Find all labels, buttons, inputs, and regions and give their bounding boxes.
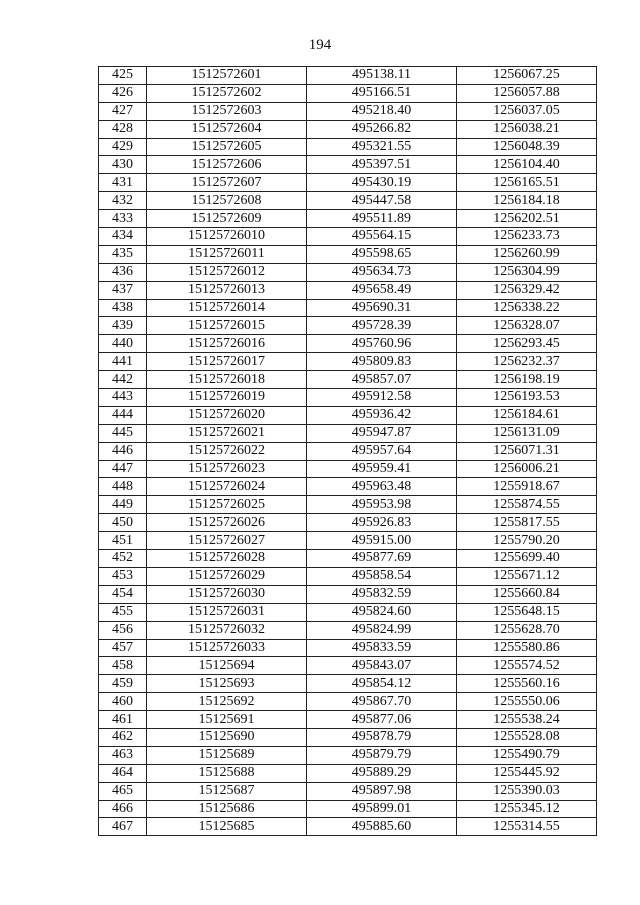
point-id-cell: 15125726030 xyxy=(147,585,307,603)
point-id-cell: 15125726011 xyxy=(147,245,307,263)
y-coordinate-cell: 1255660.84 xyxy=(457,585,597,603)
y-coordinate-cell: 1256202.51 xyxy=(457,210,597,228)
x-coordinate-cell: 495854.12 xyxy=(307,675,457,693)
y-coordinate-cell: 1256232.37 xyxy=(457,353,597,371)
row-index-cell: 465 xyxy=(99,782,147,800)
point-id-cell: 15125726019 xyxy=(147,389,307,407)
y-coordinate-cell: 1256338.22 xyxy=(457,299,597,317)
x-coordinate-cell: 495926.83 xyxy=(307,514,457,532)
table-row xyxy=(99,228,597,246)
table-row xyxy=(99,603,597,621)
y-coordinate-cell: 1255699.40 xyxy=(457,550,597,568)
row-index-cell: 447 xyxy=(99,460,147,478)
table-body xyxy=(99,67,597,836)
y-coordinate-cell: 1255817.55 xyxy=(457,514,597,532)
row-index-cell: 456 xyxy=(99,621,147,639)
table-row xyxy=(99,371,597,389)
y-coordinate-cell: 1255574.52 xyxy=(457,657,597,675)
point-id-cell: 15125726014 xyxy=(147,299,307,317)
table-row xyxy=(99,782,597,800)
y-coordinate-cell: 1255528.08 xyxy=(457,728,597,746)
y-coordinate-cell: 1255580.86 xyxy=(457,639,597,657)
y-coordinate-cell: 1256038.21 xyxy=(457,120,597,138)
x-coordinate-cell: 495947.87 xyxy=(307,424,457,442)
point-id-cell: 15125726028 xyxy=(147,550,307,568)
x-coordinate-cell: 495690.31 xyxy=(307,299,457,317)
x-coordinate-cell: 495843.07 xyxy=(307,657,457,675)
point-id-cell: 1512572603 xyxy=(147,102,307,120)
y-coordinate-cell: 1255918.67 xyxy=(457,478,597,496)
y-coordinate-cell: 1255790.20 xyxy=(457,532,597,550)
y-coordinate-cell: 1255628.70 xyxy=(457,621,597,639)
table-row xyxy=(99,514,597,532)
x-coordinate-cell: 495447.58 xyxy=(307,192,457,210)
point-id-cell: 1512572606 xyxy=(147,156,307,174)
row-index-cell: 438 xyxy=(99,299,147,317)
y-coordinate-cell: 1255538.24 xyxy=(457,711,597,729)
x-coordinate-cell: 495760.96 xyxy=(307,335,457,353)
table-row xyxy=(99,711,597,729)
row-index-cell: 437 xyxy=(99,281,147,299)
point-id-cell: 15125686 xyxy=(147,800,307,818)
row-index-cell: 455 xyxy=(99,603,147,621)
x-coordinate-cell: 495564.15 xyxy=(307,228,457,246)
row-index-cell: 463 xyxy=(99,746,147,764)
point-id-cell: 15125726031 xyxy=(147,603,307,621)
point-id-cell: 15125726015 xyxy=(147,317,307,335)
row-index-cell: 466 xyxy=(99,800,147,818)
point-id-cell: 15125692 xyxy=(147,693,307,711)
point-id-cell: 15125690 xyxy=(147,728,307,746)
table-row xyxy=(99,317,597,335)
x-coordinate-cell: 495430.19 xyxy=(307,174,457,192)
x-coordinate-cell: 495857.07 xyxy=(307,371,457,389)
y-coordinate-cell: 1256293.45 xyxy=(457,335,597,353)
x-coordinate-cell: 495877.06 xyxy=(307,711,457,729)
y-coordinate-cell: 1256071.31 xyxy=(457,442,597,460)
row-index-cell: 431 xyxy=(99,174,147,192)
table-row xyxy=(99,693,597,711)
y-coordinate-cell: 1256057.88 xyxy=(457,84,597,102)
page-number: 194 xyxy=(308,37,332,53)
point-id-cell: 15125726020 xyxy=(147,406,307,424)
y-coordinate-cell: 1255445.92 xyxy=(457,764,597,782)
y-coordinate-cell: 1256165.51 xyxy=(457,174,597,192)
row-index-cell: 441 xyxy=(99,353,147,371)
point-id-cell: 15125685 xyxy=(147,818,307,836)
point-id-cell: 1512572601 xyxy=(147,67,307,85)
point-id-cell: 15125687 xyxy=(147,782,307,800)
point-id-cell: 15125726033 xyxy=(147,639,307,657)
point-id-cell: 15125689 xyxy=(147,746,307,764)
x-coordinate-cell: 495634.73 xyxy=(307,263,457,281)
table-row xyxy=(99,764,597,782)
table-row xyxy=(99,174,597,192)
y-coordinate-cell: 1256328.07 xyxy=(457,317,597,335)
x-coordinate-cell: 495824.60 xyxy=(307,603,457,621)
point-id-cell: 1512572609 xyxy=(147,210,307,228)
table-row xyxy=(99,478,597,496)
row-index-cell: 433 xyxy=(99,210,147,228)
row-index-cell: 432 xyxy=(99,192,147,210)
x-coordinate-cell: 495912.58 xyxy=(307,389,457,407)
y-coordinate-cell: 1255314.55 xyxy=(457,818,597,836)
row-index-cell: 452 xyxy=(99,550,147,568)
table-row xyxy=(99,746,597,764)
point-id-cell: 15125726026 xyxy=(147,514,307,532)
y-coordinate-cell: 1256037.05 xyxy=(457,102,597,120)
table-row xyxy=(99,406,597,424)
x-coordinate-cell: 495218.40 xyxy=(307,102,457,120)
point-id-cell: 15125726018 xyxy=(147,371,307,389)
row-index-cell: 429 xyxy=(99,138,147,156)
table-row xyxy=(99,424,597,442)
row-index-cell: 448 xyxy=(99,478,147,496)
table-row xyxy=(99,728,597,746)
table-row xyxy=(99,245,597,263)
x-coordinate-cell: 495824.99 xyxy=(307,621,457,639)
table-row xyxy=(99,156,597,174)
table-row xyxy=(99,138,597,156)
y-coordinate-cell: 1255390.03 xyxy=(457,782,597,800)
x-coordinate-cell: 495953.98 xyxy=(307,496,457,514)
x-coordinate-cell: 495867.70 xyxy=(307,693,457,711)
point-id-cell: 15125691 xyxy=(147,711,307,729)
x-coordinate-cell: 495936.42 xyxy=(307,406,457,424)
point-id-cell: 15125688 xyxy=(147,764,307,782)
coordinates-table xyxy=(98,66,597,836)
x-coordinate-cell: 495832.59 xyxy=(307,585,457,603)
row-index-cell: 435 xyxy=(99,245,147,263)
point-id-cell: 15125726022 xyxy=(147,442,307,460)
point-id-cell: 15125693 xyxy=(147,675,307,693)
y-coordinate-cell: 1256304.99 xyxy=(457,263,597,281)
row-index-cell: 426 xyxy=(99,84,147,102)
table-row xyxy=(99,496,597,514)
row-index-cell: 440 xyxy=(99,335,147,353)
x-coordinate-cell: 495658.49 xyxy=(307,281,457,299)
table-row xyxy=(99,84,597,102)
table-row xyxy=(99,675,597,693)
x-coordinate-cell: 495138.11 xyxy=(307,67,457,85)
table-row xyxy=(99,460,597,478)
y-coordinate-cell: 1256104.40 xyxy=(457,156,597,174)
point-id-cell: 1512572602 xyxy=(147,84,307,102)
x-coordinate-cell: 495397.51 xyxy=(307,156,457,174)
x-coordinate-cell: 495899.01 xyxy=(307,800,457,818)
row-index-cell: 430 xyxy=(99,156,147,174)
x-coordinate-cell: 495897.98 xyxy=(307,782,457,800)
table-row xyxy=(99,67,597,85)
x-coordinate-cell: 495885.60 xyxy=(307,818,457,836)
y-coordinate-cell: 1256193.53 xyxy=(457,389,597,407)
row-index-cell: 449 xyxy=(99,496,147,514)
table-row xyxy=(99,389,597,407)
row-index-cell: 454 xyxy=(99,585,147,603)
y-coordinate-cell: 1255490.79 xyxy=(457,746,597,764)
point-id-cell: 15125726012 xyxy=(147,263,307,281)
table-row xyxy=(99,621,597,639)
table-row xyxy=(99,335,597,353)
row-index-cell: 428 xyxy=(99,120,147,138)
row-index-cell: 453 xyxy=(99,567,147,585)
row-index-cell: 459 xyxy=(99,675,147,693)
x-coordinate-cell: 495878.79 xyxy=(307,728,457,746)
row-index-cell: 434 xyxy=(99,228,147,246)
point-id-cell: 1512572605 xyxy=(147,138,307,156)
x-coordinate-cell: 495889.29 xyxy=(307,764,457,782)
row-index-cell: 467 xyxy=(99,818,147,836)
row-index-cell: 458 xyxy=(99,657,147,675)
x-coordinate-cell: 495877.69 xyxy=(307,550,457,568)
y-coordinate-cell: 1256131.09 xyxy=(457,424,597,442)
table-row xyxy=(99,263,597,281)
y-coordinate-cell: 1256184.61 xyxy=(457,406,597,424)
y-coordinate-cell: 1256067.25 xyxy=(457,67,597,85)
table-row xyxy=(99,585,597,603)
row-index-cell: 460 xyxy=(99,693,147,711)
row-index-cell: 464 xyxy=(99,764,147,782)
x-coordinate-cell: 495879.79 xyxy=(307,746,457,764)
table-row xyxy=(99,102,597,120)
y-coordinate-cell: 1255550.06 xyxy=(457,693,597,711)
x-coordinate-cell: 495959.41 xyxy=(307,460,457,478)
row-index-cell: 439 xyxy=(99,317,147,335)
point-id-cell: 1512572604 xyxy=(147,120,307,138)
x-coordinate-cell: 495833.59 xyxy=(307,639,457,657)
point-id-cell: 15125726017 xyxy=(147,353,307,371)
x-coordinate-cell: 495957.64 xyxy=(307,442,457,460)
point-id-cell: 1512572608 xyxy=(147,192,307,210)
point-id-cell: 15125726029 xyxy=(147,567,307,585)
table-row xyxy=(99,639,597,657)
y-coordinate-cell: 1255648.15 xyxy=(457,603,597,621)
point-id-cell: 15125726013 xyxy=(147,281,307,299)
y-coordinate-cell: 1256233.73 xyxy=(457,228,597,246)
point-id-cell: 15125726010 xyxy=(147,228,307,246)
table-row xyxy=(99,299,597,317)
row-index-cell: 445 xyxy=(99,424,147,442)
y-coordinate-cell: 1256260.99 xyxy=(457,245,597,263)
table-row xyxy=(99,192,597,210)
y-coordinate-cell: 1256198.19 xyxy=(457,371,597,389)
table-row xyxy=(99,657,597,675)
x-coordinate-cell: 495166.51 xyxy=(307,84,457,102)
x-coordinate-cell: 495511.89 xyxy=(307,210,457,228)
y-coordinate-cell: 1256184.18 xyxy=(457,192,597,210)
x-coordinate-cell: 495809.83 xyxy=(307,353,457,371)
point-id-cell: 15125726023 xyxy=(147,460,307,478)
point-id-cell: 15125726024 xyxy=(147,478,307,496)
table-row xyxy=(99,120,597,138)
table-row xyxy=(99,210,597,228)
x-coordinate-cell: 495598.65 xyxy=(307,245,457,263)
table-row xyxy=(99,442,597,460)
y-coordinate-cell: 1255874.55 xyxy=(457,496,597,514)
x-coordinate-cell: 495266.82 xyxy=(307,120,457,138)
row-index-cell: 457 xyxy=(99,639,147,657)
row-index-cell: 436 xyxy=(99,263,147,281)
point-id-cell: 15125726027 xyxy=(147,532,307,550)
row-index-cell: 427 xyxy=(99,102,147,120)
x-coordinate-cell: 495858.54 xyxy=(307,567,457,585)
row-index-cell: 462 xyxy=(99,728,147,746)
y-coordinate-cell: 1255345.12 xyxy=(457,800,597,818)
row-index-cell: 450 xyxy=(99,514,147,532)
table-row xyxy=(99,800,597,818)
x-coordinate-cell: 495963.48 xyxy=(307,478,457,496)
table-row xyxy=(99,550,597,568)
point-id-cell: 15125726032 xyxy=(147,621,307,639)
point-id-cell: 1512572607 xyxy=(147,174,307,192)
x-coordinate-cell: 495321.55 xyxy=(307,138,457,156)
y-coordinate-cell: 1256006.21 xyxy=(457,460,597,478)
point-id-cell: 15125694 xyxy=(147,657,307,675)
row-index-cell: 443 xyxy=(99,389,147,407)
x-coordinate-cell: 495728.39 xyxy=(307,317,457,335)
row-index-cell: 446 xyxy=(99,442,147,460)
table-row xyxy=(99,532,597,550)
table-row xyxy=(99,818,597,836)
point-id-cell: 15125726021 xyxy=(147,424,307,442)
table-row xyxy=(99,567,597,585)
row-index-cell: 461 xyxy=(99,711,147,729)
x-coordinate-cell: 495915.00 xyxy=(307,532,457,550)
row-index-cell: 444 xyxy=(99,406,147,424)
row-index-cell: 442 xyxy=(99,371,147,389)
row-index-cell: 451 xyxy=(99,532,147,550)
y-coordinate-cell: 1256048.39 xyxy=(457,138,597,156)
y-coordinate-cell: 1255671.12 xyxy=(457,567,597,585)
point-id-cell: 15125726025 xyxy=(147,496,307,514)
table-row xyxy=(99,281,597,299)
table-row xyxy=(99,353,597,371)
y-coordinate-cell: 1256329.42 xyxy=(457,281,597,299)
row-index-cell: 425 xyxy=(99,67,147,85)
point-id-cell: 15125726016 xyxy=(147,335,307,353)
y-coordinate-cell: 1255560.16 xyxy=(457,675,597,693)
